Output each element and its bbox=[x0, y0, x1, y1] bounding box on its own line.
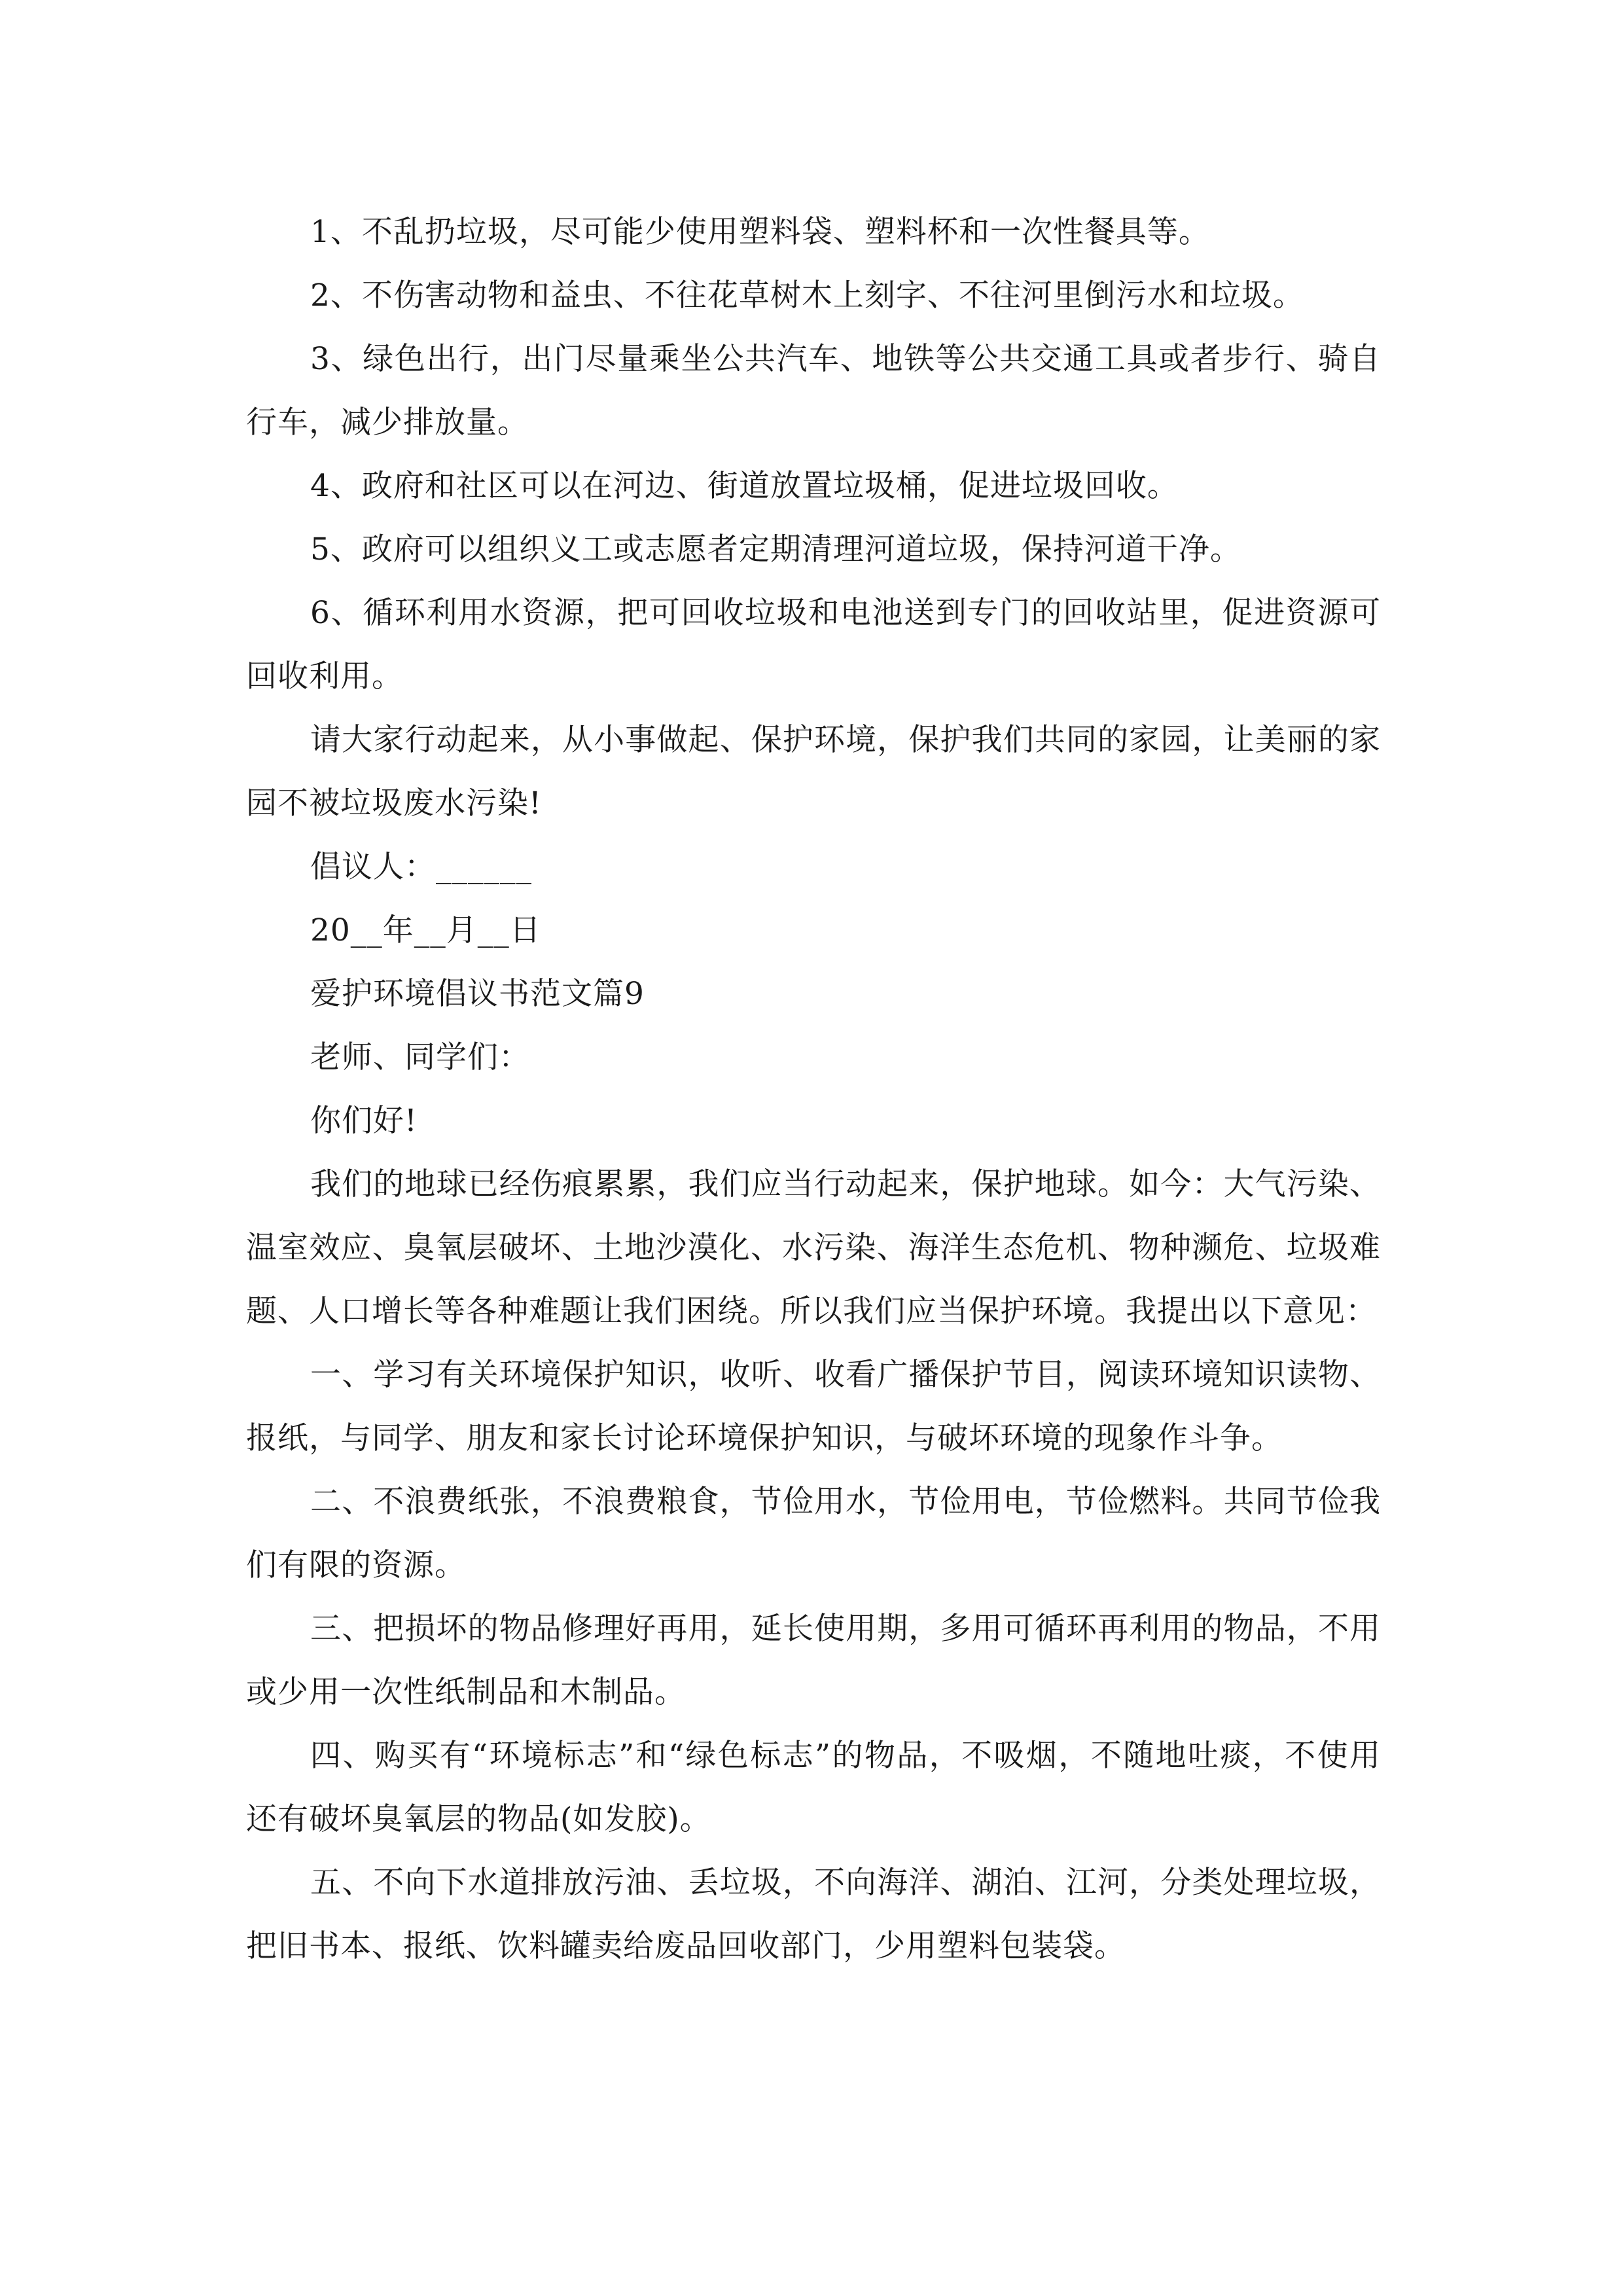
section-heading: 爱护环境倡议书范文篇9 bbox=[310, 976, 645, 1012]
paragraph-item-4: 4、政府和社区可以在河边、街道放置垃圾桶，促进垃圾回收。 bbox=[310, 468, 1179, 504]
paragraph-item-6: 6、循环利用水资源，把可回收垃圾和电池送到专门的回收站里，促进资源可回收利用。 bbox=[246, 595, 1381, 694]
paragraph-item-2: 2、不伤害动物和益虫、不往花草树木上刻字、不往河里倒污水和垃圾。 bbox=[310, 278, 1304, 314]
intro-paragraph: 我们的地球已经伤痕累累，我们应当行动起来，保护地球。如今：大气污染、温室效应、臭氧层破坏、土地沙漠化、水污染、海洋生态危机、物种濒危、垃圾难题、人口增长等各种难题让我们困绕。所以我们应当保护环境。我提出以下意见： bbox=[246, 1166, 1381, 1329]
paragraph-item-3: 3、绿色出行，出门尽量乘坐公共汽车、地铁等公共交通工具或者步行、骑自行车，减少排放量。 bbox=[246, 341, 1381, 440]
salutation: 老师、同学们： bbox=[310, 1039, 530, 1075]
document-body bbox=[246, 200, 1381, 1978]
initiator-line: 倡议人：______ bbox=[310, 849, 532, 885]
greeting: 你们好! bbox=[310, 1103, 418, 1139]
suggestion-item-3: 三、把损坏的物品修理好再用，延长使用期，多用可循环再利用的物品，不用或少用一次性纸制品和木制品。 bbox=[246, 1611, 1381, 1710]
call-to-action-paragraph: 请大家行动起来，从小事做起、保护环境，保护我们共同的家园，让美丽的家园不被垃圾废水污染! bbox=[246, 722, 1381, 821]
paragraph-item-1: 1、不乱扔垃圾，尽可能少使用塑料袋、塑料杯和一次性餐具等。 bbox=[310, 214, 1210, 250]
suggestion-item-5: 五、不向下水道排放污油、丢垃圾，不向海洋、湖泊、江河，分类处理垃圾，把旧书本、报纸、饮料罐卖给废品回收部门，少用塑料包装袋。 bbox=[246, 1865, 1381, 1964]
suggestion-item-4: 四、购买有“环境标志”和“绿色标志”的物品，不吸烟，不随地吐痰，不使用还有破坏臭氧层的物品(如发胶)。 bbox=[246, 1738, 1382, 1837]
date-line: 20__年__月__日 bbox=[310, 912, 541, 948]
suggestion-item-1: 一、学习有关环境保护知识，收听、收看广播保护节目，阅读环境知识读物、报纸，与同学、朋友和家长讨论环境保护知识，与破坏环境的现象作斗争。 bbox=[246, 1357, 1381, 1456]
paragraph-item-5: 5、政府可以组织义工或志愿者定期清理河道垃圾，保持河道干净。 bbox=[310, 531, 1241, 567]
suggestion-item-2: 二、不浪费纸张，不浪费粮食，节俭用水，节俭用电，节俭燃料。共同节俭我们有限的资源。 bbox=[246, 1484, 1381, 1583]
